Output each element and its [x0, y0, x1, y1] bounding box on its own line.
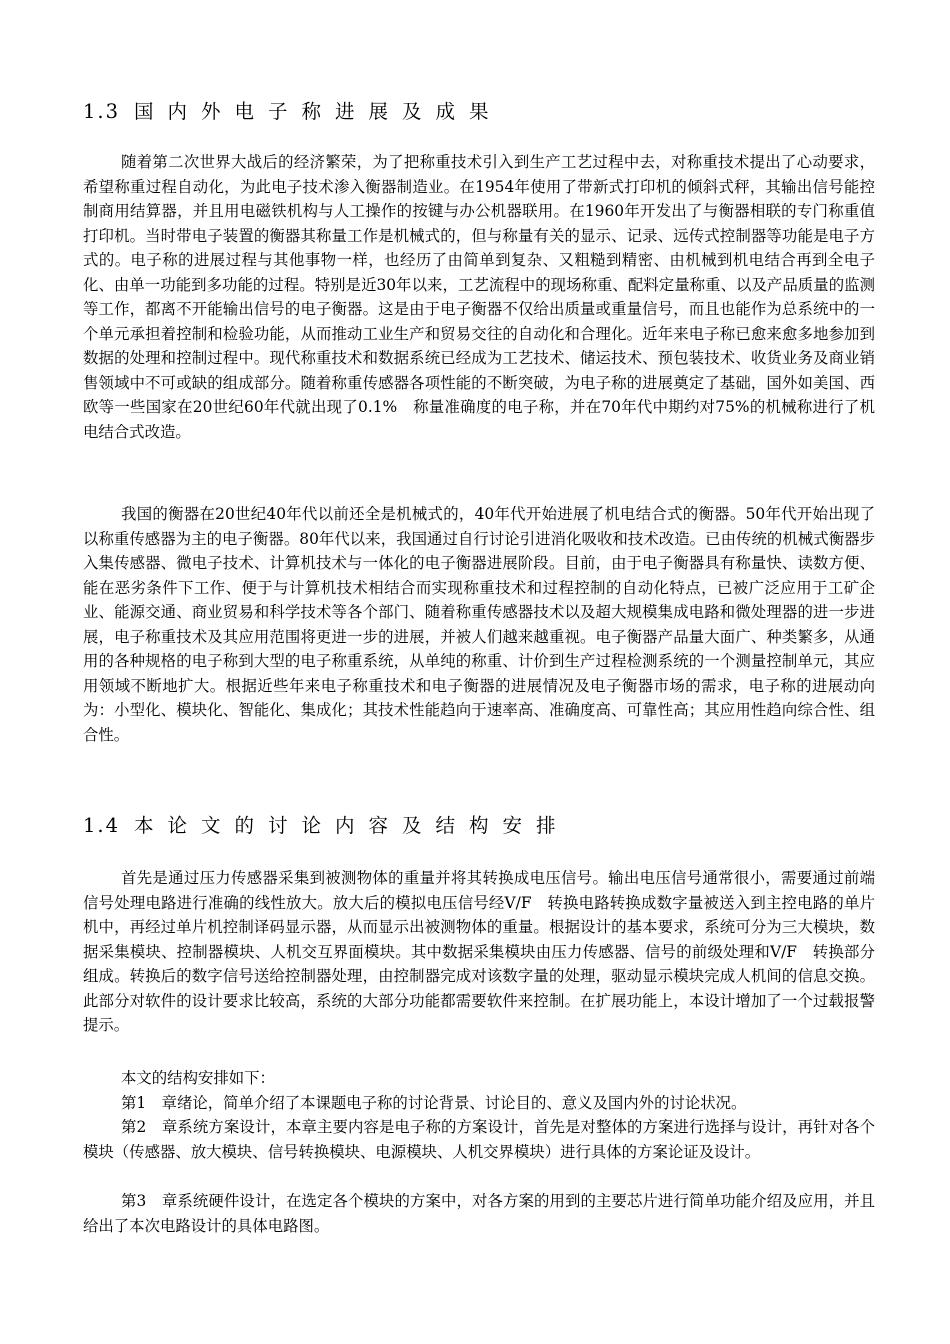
paragraph-1-3-a: 随着第二次世界大战后的经济繁荣，为了把称重技术引入到生产工艺过程中去，对称重技术提出了心动要求，希望称重过程自动化，为此电子技术渗入衡器制造业。在1954年使用了带新式打印机的倾斜式秤，其输出信号能控制商用结算器，并且用电磁铁机构与人工操作的按键与办公机器联用。在1960年开发出了与衡器相联的专门称重值打印机。当时带电子装置的衡器其称量工作是机械式的，但与称量有关的显示、记录、远传式控制器等功能是电子方式的。电子称的进展过程与其他事物一样，也经历了由简单到复杂、又粗糙到精密、由机械到机电结合再到全电子化、由单一功能到多功能的过程。特别是近30年以来，工艺流程中的现场称重、配料定量称重、以及产品质量的监测等工作，都离不开能输出信号的电子衡器。这是由于电子衡器不仅给出质量或重量信号，而且也能作为总系统中的一个单元承担着控制和检验功能，从而推动工业生产和贸易交往的自动化和合理化。近年来电子称已愈来愈多地参加到数据的处理和控制过程中。现代称重技术和数据系统已经成为工艺技术、储运技术、预包装技术、收货业务及商业销售领域中不可或缺的组成部分。随着称重传感器各项性能的不断突破，为电子称的进展奠定了基础，国外如美国、西欧等一些国家在20世纪60年代就出现了0.1% 称量准确度的电子称，并在70年代中期约对75%的机械称进行了机电结合式改造。: [83, 153, 875, 441]
section-heading-1-3: [83, 99, 503, 125]
section-number: 1.3: [83, 100, 121, 123]
paragraph-1-4-e: 第3 章系统硬件设计，在选定各个模块的方案中，对各方案的用到的主要芯片进行简单功能介绍及应用，并且给出了本次电路设计的具体电路图。: [83, 1192, 875, 1235]
section-heading-1-4: [83, 813, 570, 839]
section-number: 1.4: [83, 814, 121, 837]
paragraph-1-4-d: 第2 章系统方案设计，本章主要内容是电子称的方案设计，首先是对整体的方案进行选择与设计，再针对各个模块（传感器、放大模块、信号转换模块、电源模块、人机交界模块）进行具体的方案论证及设计。: [83, 1118, 875, 1161]
paragraph-1-4-b: 本文的结构安排如下：: [121, 1069, 275, 1087]
section-title: 本论文的讨论内容及结构安排: [134, 814, 570, 837]
paragraph-1-4-a: 首先是通过压力传感器采集到被测物体的重量并将其转换成电压信号。输出电压信号通常很小，需要通过前端信号处理电路进行准确的线性放大。放大后的模拟电压信号经V/F 转换电路转换成数字量被送入到主控电路的单片机中，再经过单片机控制译码显示器，从而显示出被测物体的重量。根据设计的基本要求，系统可分为三大模块，数据采集模块、控制器模块、人机交互界面模块。其中数据采集模块由压力传感器、信号的前级处理和V/F 转换部分组成。转换后的数字信号送给控制器处理，由控制器完成对该数字量的处理，驱动显示模块完成人机间的信息交换。此部分对软件的设计要求比较高，系统的大部分功能都需要软件来控制。在扩展功能上，本设计增加了一个过载报警提示。: [83, 869, 875, 1034]
paragraph-1-3-b: 我国的衡器在20世纪40年代以前还全是机械式的，40年代开始进展了机电结合式的衡器。50年代开始出现了以称重传感器为主的电子衡器。80年代以来，我国通过自行讨论引进消化吸收和技术改造。已由传统的机械式衡器步入集传感器、微电子技术、计算机技术与一体化的电子衡器进展阶段。目前，由于电子衡器具有称量快、读数方便、能在恶劣条件下工作、便于与计算机技术相结合而实现称重技术和过程控制的自动化特点，已被广泛应用于工矿企业、能源交通、商业贸易和科学技术等各个部门、随着称重传感器技术以及超大规模集成电路和微处理器的进一步进展，电子称重技术及其应用范围将更进一步的进展，并被人们越来越重视。电子衡器产品量大面广、种类繁多，从通用的各种规格的电子称到大型的电子称重系统，从单纯的称重、计价到生产过程检测系统的一个测量控制单元，其应用领域不断地扩大。根据近些年来电子称重技术和电子衡器的进展情况及电子衡器市场的需求，电子称的进展动向为：小型化、模块化、智能化、集成化；其技术性能趋向于速率高、准确度高、可靠性高；其应用性趋向综合性、组合性。: [83, 505, 875, 744]
paragraph-1-4-c: 第1 章绪论，简单介绍了本课题电子称的讨论背景、讨论目的、意义及国内外的讨论状况。: [121, 1094, 747, 1112]
section-title: 国内外电子称进展及成果: [134, 100, 503, 123]
